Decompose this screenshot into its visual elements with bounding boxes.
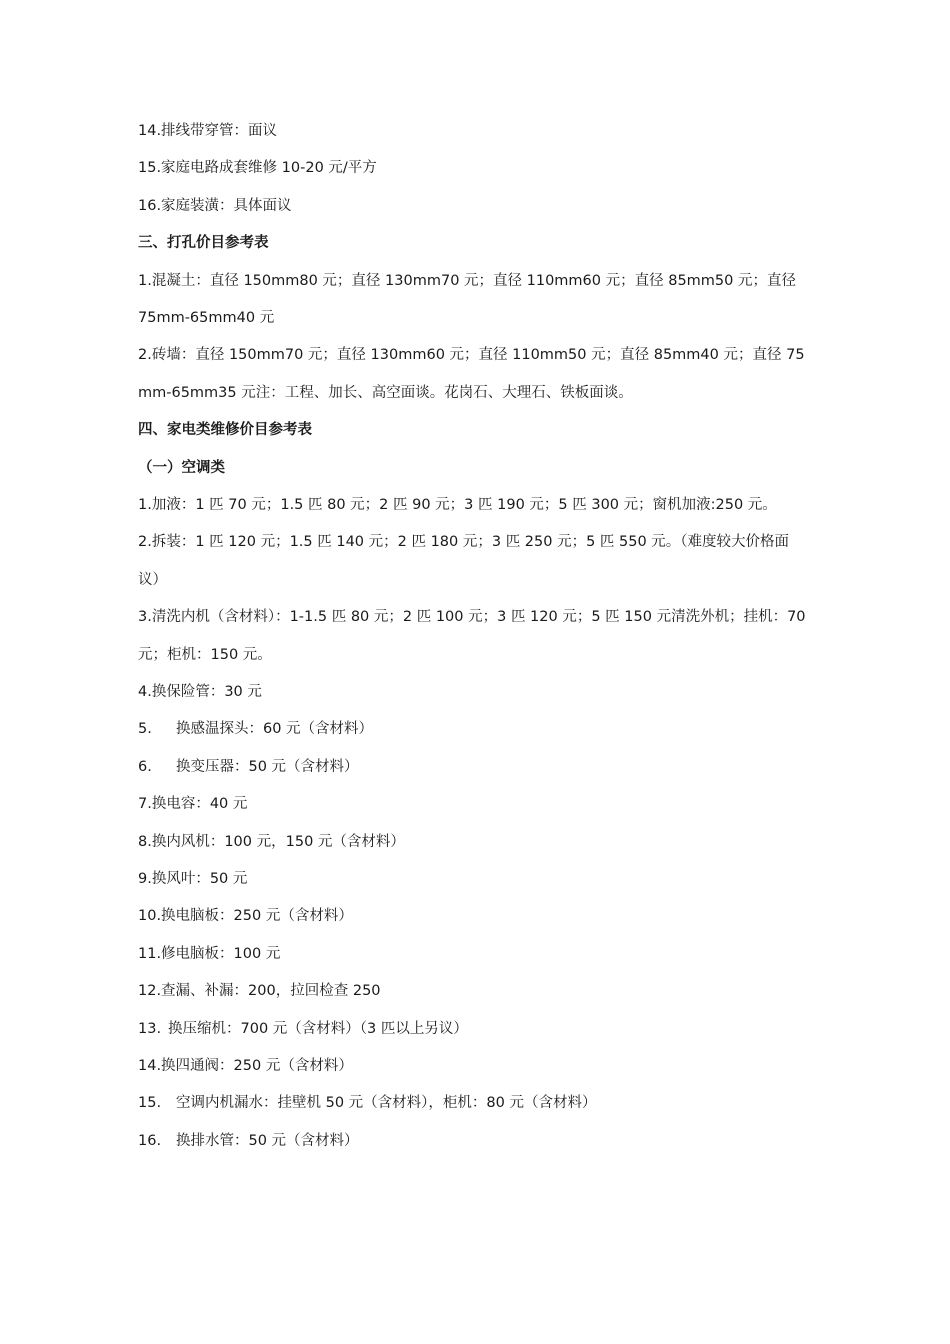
list-text: 换变压器：50 元（含材料） xyxy=(176,758,359,775)
text-line-concrete: 1.混凝土：直径 150mm80 元；直径 130mm70 元；直径 110mm60 元；直径 85mm50 元；直径 75mm-65mm40 元 xyxy=(138,272,796,326)
list-text: 空调内机漏水：挂壁机 50 元（含材料），柜机：80 元（含材料） xyxy=(176,1095,597,1112)
text-line-ac-install: 2.拆装：1 匹 120 元；1.5 匹 140 元；2 匹 180 元；3 匹 250 元；5 匹 550 元。（难度较大价格面议） xyxy=(138,534,790,588)
text-line-capacitor: 7.换电容：40 元 xyxy=(138,796,248,813)
list-number: 13. xyxy=(138,1020,162,1037)
list-text: 换排水管：50 元（含材料） xyxy=(176,1132,359,1149)
list-text: 换压缩机：700 元（含材料）（3 匹以上另议） xyxy=(168,1020,468,1037)
text-line-14-cable: 14.排线带穿管：面议 xyxy=(138,123,278,139)
list-number: 16. xyxy=(138,1132,162,1149)
subsection-heading-ac: （一）空调类 xyxy=(138,459,225,476)
text-line-brick: 2.砖墙：直径 150mm70 元；直径 130mm60 元；直径 110mm50 元；直径 85mm40 元；直径 75mm-65mm35 元注：工程、加长、高空面谈。花岗石、大理石、铁板面谈。 xyxy=(138,347,805,401)
section-heading-appliances: 四、家电类维修价目参考表 xyxy=(138,422,312,439)
document-page xyxy=(138,113,806,1160)
text-line-16-decoration: 16.家庭装潢：具体面议 xyxy=(138,197,292,214)
text-line-four-way-valve: 14.换四通阀：250 元（含材料） xyxy=(138,1057,353,1074)
text-line-replace-board: 10.换电脑板：250 元（含材料） xyxy=(138,908,353,925)
text-line-indoor-leak xyxy=(138,1085,806,1122)
text-line-ac-refill: 1.加液：1 匹 70 元；1.5 匹 80 元；2 匹 90 元；3 匹 190 元；5 匹 300 元；窗机加液:250 元。 xyxy=(138,496,777,513)
section-heading-drilling: 三、打孔价目参考表 xyxy=(138,235,269,252)
text-line-15-circuit: 15.家庭电路成套维修 10-20 元/平方 xyxy=(138,160,377,177)
text-line-leak-check: 12.查漏、补漏：200，拉回检查 250 xyxy=(138,983,381,1000)
list-number: 6. xyxy=(138,758,152,775)
list-text: 换感温探头：60 元（含材料） xyxy=(176,721,374,738)
text-line-sensor xyxy=(138,711,806,748)
text-line-ac-cleaning: 3.清洗内机（含材料）：1-1.5 匹 80 元；2 匹 100 元；3 匹 120 元；5 匹 150 元清洗外机；挂机：70 元；柜机：150 元。 xyxy=(138,609,806,663)
list-number: 15. xyxy=(138,1095,162,1112)
text-line-repair-board: 11.修电脑板：100 元 xyxy=(138,945,281,962)
text-line-drain-pipe xyxy=(138,1123,806,1160)
text-line-transformer xyxy=(138,749,806,786)
text-line-indoor-fan: 8.换内风机：100 元，150 元（含材料） xyxy=(138,833,405,850)
text-line-fuse: 4.换保险管：30 元 xyxy=(138,683,262,700)
text-line-fan-blade: 9.换风叶：50 元 xyxy=(138,870,248,887)
list-number: 5. xyxy=(138,721,152,738)
text-line-compressor xyxy=(138,1011,806,1048)
